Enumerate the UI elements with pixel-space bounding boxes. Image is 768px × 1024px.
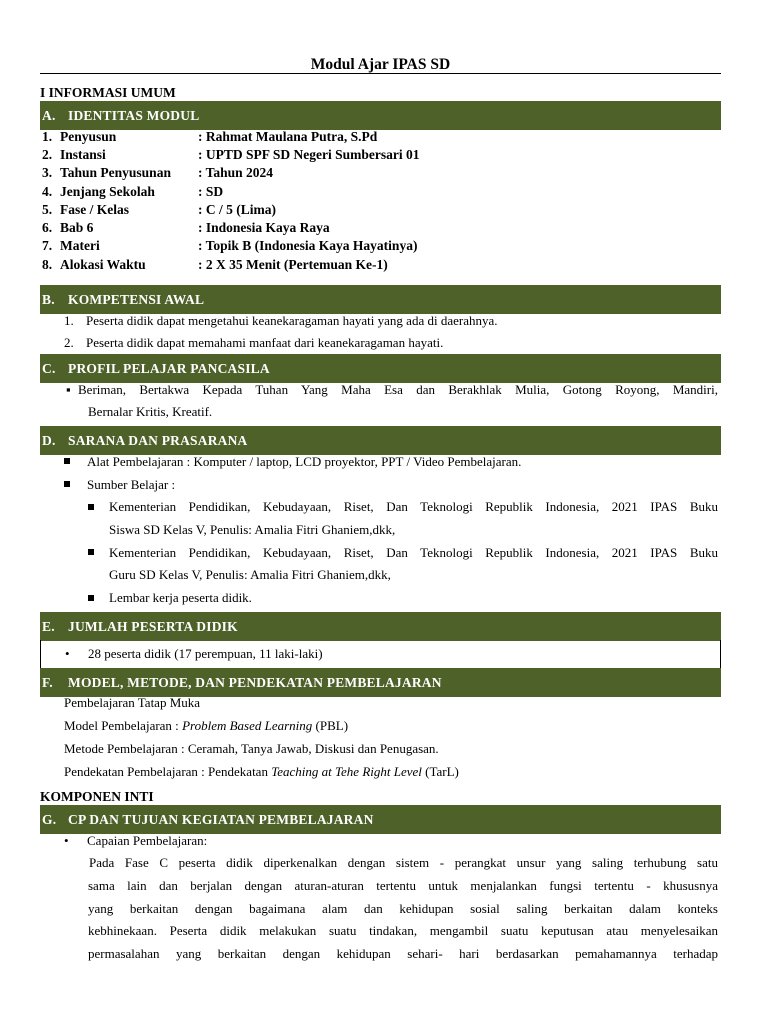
row-value: : Indonesia Kaya Raya [198,220,330,235]
sarana-sumber-label: Sumber Belajar : [87,477,176,492]
identitas-row [42,165,273,181]
title-underline [40,73,721,74]
section-letter: C. [42,360,56,376]
model-tatap-muka: Pembelajaran Tatap Muka [64,695,201,710]
item-number: 1. [64,313,74,328]
document-title: Modul Ajar IPAS SD [310,56,451,73]
section-title: KOMPETENSI AWAL [68,291,205,307]
identitas-row [42,129,377,145]
section-letter: B. [42,291,55,307]
identitas-row [42,257,388,273]
row-value: : SD [198,184,224,199]
cp-paragraph-line-5: permasalahan yang berkaitan dengan kehidupan sehari- hari berdasarkan pemahamannya terhadap [88,946,718,961]
section-title: JUMLAH PESERTA DIDIK [68,618,238,634]
cp-bullet: • [64,833,69,848]
row-key: Bab 6 [60,220,94,235]
identitas-row [42,238,417,254]
model-name: Problem Based Learning [182,718,313,733]
kompetensi-item [64,335,443,351]
row-key: Tahun Penyusunan [60,165,171,180]
row-number: 6. [42,220,53,235]
section-title: CP DAN TUJUAN KEGIATAN PEMBELAJARAN [68,811,374,827]
section-letter: E. [42,618,55,634]
section-letter: G. [42,811,57,827]
jumlah-peserta-box [40,640,721,668]
square-bullet-icon [88,595,94,601]
profil-bullet: ▪ [66,382,71,397]
section-title: MODEL, METODE, DAN PENDEKATAN PEMBELAJARAN [68,674,442,690]
square-bullet-icon [64,458,70,464]
pendekatan-name: Teaching at Tehe Right Level [271,764,422,779]
jumlah-bullet: • [65,646,70,661]
jumlah-peserta-text: 28 peserta didik (17 perempuan, 11 laki-laki) [88,646,323,661]
row-key: Instansi [60,147,106,162]
row-value: : Tahun 2024 [198,165,274,180]
row-value: : Rahmat Maulana Putra, S.Pd [198,129,378,144]
model-label: Model Pembelajaran : [64,718,183,733]
item-text: Peserta didik dapat memahami manfaat dari keanekaragaman hayati. [86,335,444,350]
cp-paragraph-line-3: yang berkaitan dengan bagaimana alam dan kehidupan sosial saling berkaitan dalam konteks [88,901,718,916]
metode-pembelajaran: Metode Pembelajaran : Ceramah, Tanya Jawab, Diskusi dan Penugasan. [64,741,439,756]
row-key: Alokasi Waktu [60,257,146,272]
row-number: 8. [42,257,53,272]
cp-paragraph-line-1: Pada Fase C peserta didik diperkenalkan dengan sistem - perangkat unsur yang saling terhubung satu [89,855,718,870]
section-title: PROFIL PELAJAR PANCASILA [68,360,270,376]
section-komponen-inti: KOMPONEN INTI [40,789,154,804]
section-bar-cp-tujuan [40,805,721,834]
sumber-item-2-line-2: Guru SD Kelas V, Penulis: Amalia Fitri Ghaniem,dkk, [109,567,391,582]
square-bullet-icon [88,504,94,510]
sumber-item-3: Lembar kerja peserta didik. [109,590,252,605]
row-key: Materi [60,238,100,253]
row-value: : 2 X 35 Menit (Pertemuan Ke-1) [198,257,388,272]
model-pembelajaran [64,718,348,734]
row-value: : UPTD SPF SD Negeri Sumbersari 01 [198,147,420,162]
item-text: Peserta didik dapat mengetahui keanekaragaman hayati yang ada di daerahnya. [86,313,498,328]
sumber-item-1-line-2: Siswa SD Kelas V, Penulis: Amalia Fitri Ghaniem,dkk, [109,522,396,537]
section-informasi-umum: I INFORMASI UMUM [40,85,176,100]
kompetensi-item [64,313,498,329]
sumber-item-1-line-1: Kementerian Pendidikan, Kebudayaan, Riset, Dan Teknologi Republik Indonesia, 2021 IPAS Buku [109,499,718,514]
identitas-row [42,202,276,218]
sarana-alat: Alat Pembelajaran : Komputer / laptop, LCD proyektor, PPT / Video Pembelajaran. [87,454,522,469]
row-number: 2. [42,147,53,162]
cp-label: Capaian Pembelajaran: [87,833,208,848]
section-bar-identitas-modul [40,101,721,130]
profil-line-2: Bernalar Kritis, Kreatif. [88,404,213,419]
row-number: 3. [42,165,53,180]
square-bullet-icon [64,481,70,487]
identitas-row [42,147,419,163]
section-bar-kompetensi-awal [40,285,721,314]
section-bar-jumlah-peserta [40,612,721,641]
section-letter: F. [42,674,53,690]
row-number: 5. [42,202,53,217]
section-letter: D. [42,432,56,448]
pendekatan-pembelajaran [64,764,459,780]
section-letter: A. [42,107,56,123]
row-value: : C / 5 (Lima) [198,202,276,217]
model-suffix: (PBL) [312,718,349,733]
pendekatan-label: Pendekatan Pembelajaran : Pendekatan [64,764,272,779]
section-bar-profil-pelajar [40,354,721,383]
section-bar-sarana-prasarana [40,426,721,455]
cp-paragraph-line-2: sama lain dan berjalan dengan aturan-aturan tertentu untuk menjalankan fungsi tertentu - khususnya [88,878,718,893]
row-number: 4. [42,184,53,199]
row-number: 7. [42,238,53,253]
cp-paragraph-line-4: kebhinekaan. Peserta didik melakukan suatu tindakan, mengambil suatu keputusan atau menyelesaikan [88,923,718,938]
row-number: 1. [42,129,53,144]
item-number: 2. [64,335,74,350]
identitas-row [42,184,223,200]
section-title: SARANA DAN PRASARANA [68,432,248,448]
identitas-row [42,220,330,236]
row-key: Penyusun [60,129,117,144]
profil-line-1: Beriman, Bertakwa Kepada Tuhan Yang Maha Esa dan Berakhlak Mulia, Gotong Royong, Mandiri, [78,382,718,397]
square-bullet-icon [88,549,94,555]
section-title: IDENTITAS MODUL [68,107,200,123]
sumber-item-2-line-1: Kementerian Pendidikan, Kebudayaan, Riset, Dan Teknologi Republik Indonesia, 2021 IPAS Buku [109,545,718,560]
row-value: : Topik B (Indonesia Kaya Hayatinya) [198,238,418,253]
section-bar-model-metode [40,668,721,697]
row-key: Fase / Kelas [60,202,129,217]
row-key: Jenjang Sekolah [60,184,155,199]
pendekatan-suffix: (TarL) [421,764,459,779]
